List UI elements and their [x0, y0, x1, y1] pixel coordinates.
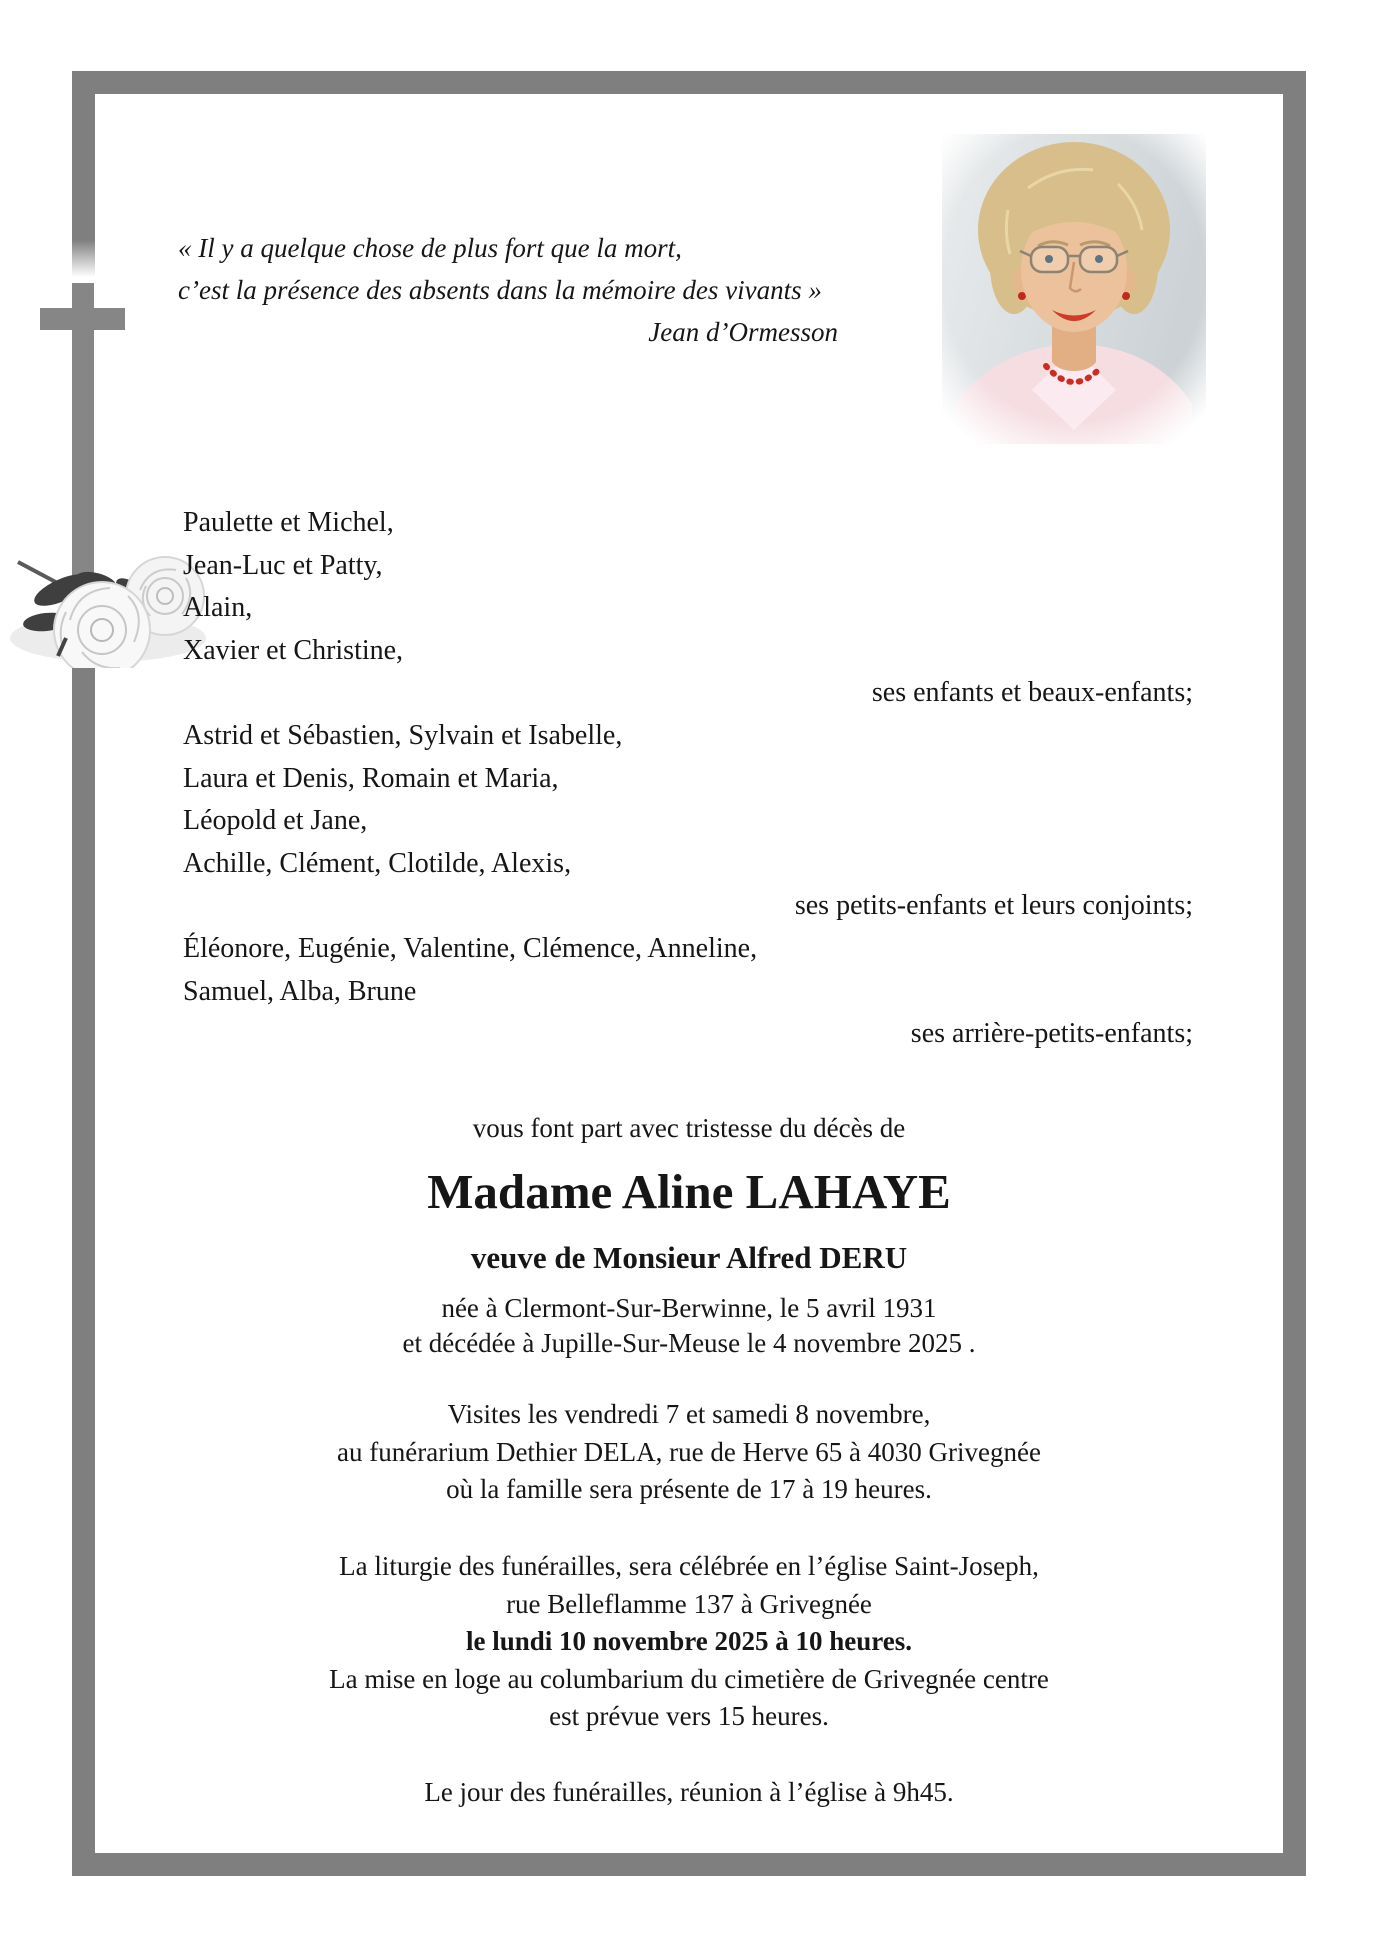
grandchildren-name-line: Laura et Denis, Romain et Maria, [183, 762, 559, 794]
death-line: et décédée à Jupille-Sur-Meuse le 4 novembre 2025 . [402, 1328, 976, 1358]
meeting-line: Le jour des funérailles, réunion à l’église à 9h45. [424, 1777, 954, 1807]
border-fade [72, 240, 95, 277]
widow-of-line: veuve de Monsieur Alfred DERU [470, 1240, 908, 1275]
quote-attribution: Jean d’Ormesson [648, 317, 838, 347]
grandchildren-name-line: Léopold et Jane, [183, 805, 368, 837]
funeral-line-4: La mise en loge au columbarium du cimetière de Grivegnée centre [329, 1663, 1049, 1694]
grandchildren-name-line: Astrid et Sébastien, Sylvain et Isabelle, [183, 719, 623, 751]
children-label: ses enfants et beaux-enfants; [871, 677, 1193, 709]
funeral-date-line: le lundi 10 novembre 2025 à 10 heures. [465, 1626, 913, 1657]
birth-death-block [95, 1291, 1283, 1361]
children-name-line: Xavier et Christine, [183, 634, 404, 666]
great-grandchildren-name-line: Samuel, Alba, Brune [183, 975, 417, 1007]
funeral-block [95, 1548, 1283, 1736]
visits-line-2: au funérarium Dethier DELA, rue de Herve 65 à 4030 Grivegnée [337, 1436, 1041, 1467]
funeral-line-5: est prévue vers 15 heures. [549, 1701, 829, 1732]
grandchildren-label: ses petits-enfants et leurs conjoints; [794, 890, 1193, 922]
funeral-line-2: rue Belleflamme 137 à Grivegnée [506, 1588, 872, 1619]
cross-roses-panel [0, 240, 208, 668]
cross-roses-graphic [0, 240, 208, 668]
quote-block [178, 227, 938, 353]
great-grandchildren-name-line: Éléonore, Eugénie, Valentine, Clémence, Anneline, [183, 932, 758, 964]
children-name-line: Paulette et Michel, [183, 507, 394, 538]
portrait-photo [928, 118, 1220, 444]
birth-line: née à Clermont-Sur-Berwinne, le 5 avril 1931 [441, 1293, 937, 1323]
quote-line-1: « Il y a quelque chose de plus fort que la mort, [178, 233, 682, 263]
family-names-block [183, 502, 1193, 1056]
children-name-line: Jean-Luc et Patty, [183, 549, 383, 581]
visits-line-3: où la famille sera présente de 17 à 19 heures. [446, 1474, 932, 1505]
announcement-intro: vous font part avec tristesse du décès de [472, 1113, 906, 1143]
visits-line-1: Visites les vendredi 7 et samedi 8 novembre, [447, 1399, 931, 1429]
deceased-name: Madame Aline LAHAYE [427, 1164, 951, 1219]
photo-vignette [928, 118, 1220, 444]
portrait-graphic [928, 118, 1220, 444]
visits-block [95, 1396, 1283, 1509]
funeral-line-1: La liturgie des funérailles, sera célébrée en l’église Saint-Joseph, [339, 1551, 1039, 1581]
great-grandchildren-label: ses arrière-petits-enfants; [910, 1018, 1193, 1050]
grandchildren-name-line: Achille, Clément, Clotilde, Alexis, [183, 847, 572, 879]
children-name-line: Alain, [183, 592, 253, 624]
quote-line-2: c’est la présence des absents dans la mémoire des vivants » [178, 275, 822, 305]
